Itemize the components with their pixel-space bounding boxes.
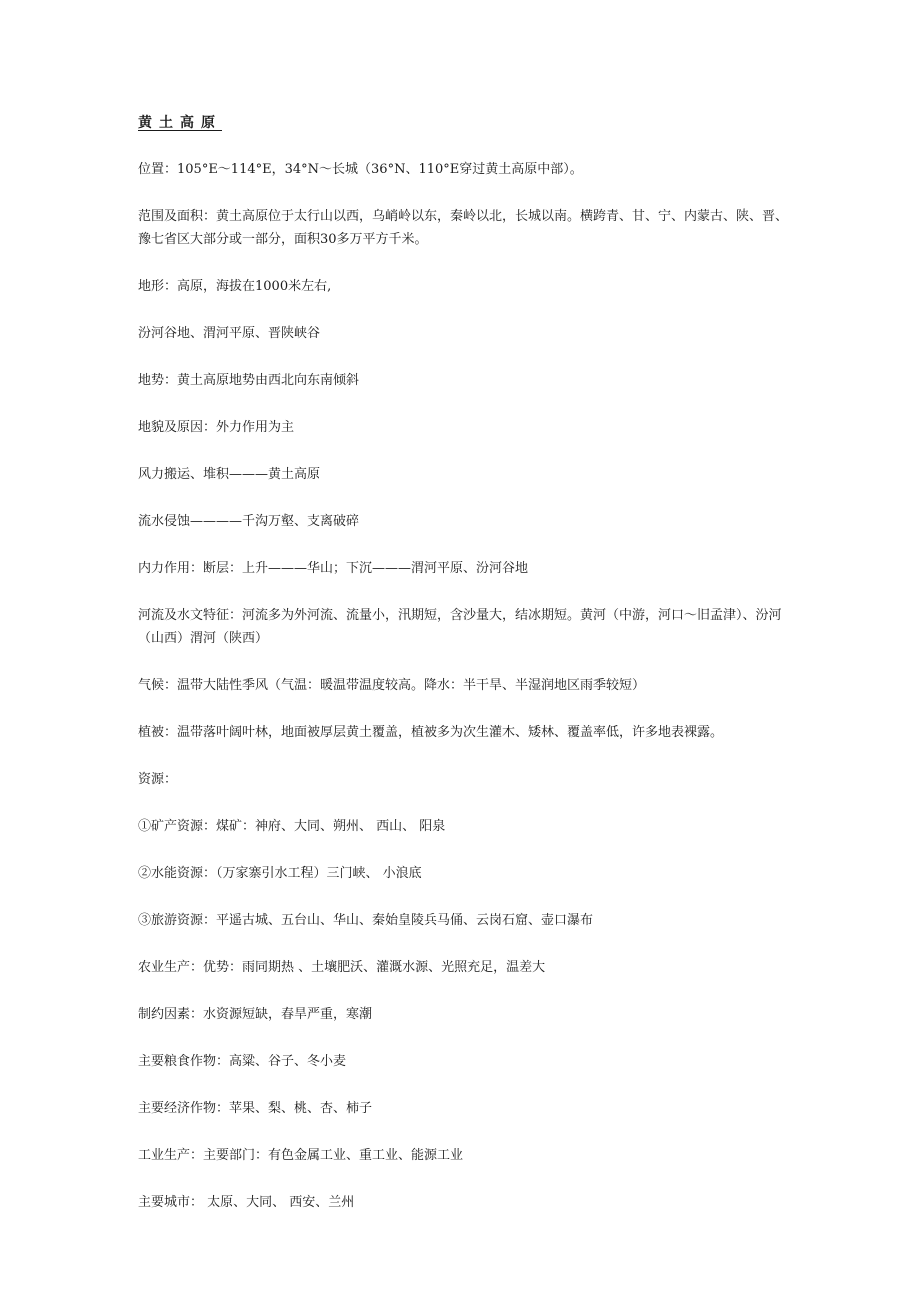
paragraph-wind: 风力搬运、堆积———黄土高原 <box>138 467 321 482</box>
paragraph-vegetation: 植被：温带落叶阔叶林，地面被厚层黄土覆盖，植被多为次生灌木、矮林、覆盖率低，许多地表裸露。 <box>138 725 724 740</box>
paragraph-constraints: 制约因素：水资源短缺，春旱严重，寒潮 <box>138 1007 373 1022</box>
paragraph-erosion: 流水侵蚀————千沟万壑、支离破碎 <box>138 514 360 529</box>
paragraph-internal-forces: 内力作用：断层：上升———华山；下沉———渭河平原、汾河谷地 <box>138 561 529 576</box>
paragraph-agriculture: 农业生产：优势：雨同期热 、土壤肥沃、灌溉水源、光照充足，温差大 <box>138 960 546 975</box>
paragraph-terrain-units: 汾河谷地、渭河平原、晋陕峡谷 <box>138 326 321 341</box>
document-title: 黄土高原 <box>138 115 222 131</box>
paragraph-location: 位置：105°E～114°E，34°N～长城（36°N、110°E穿过黄土高原中部）。 <box>138 162 583 177</box>
paragraph-climate: 气候：温带大陆性季风（气温：暖温带温度较高。降水：半干旱、半湿润地区雨季较短） <box>138 678 646 693</box>
paragraph-terrain: 地形：高原，海拔在1000米左右, <box>138 279 332 294</box>
paragraph-cities: 主要城市： 太原、大同、 西安、兰州 <box>138 1195 355 1210</box>
paragraph-minerals: ①矿产资源：煤矿：神府、大同、朔州、 西山、 阳泉 <box>138 819 446 834</box>
document-page <box>138 112 788 1214</box>
paragraph-industry: 工业生产：主要部门：有色金属工业、重工业、能源工业 <box>138 1148 464 1163</box>
paragraph-resources: 资源： <box>138 772 178 787</box>
paragraph-area: 范围及面积：黄土高原位于太行山以西，乌峭岭以东，秦岭以北，长城以南。横跨青、甘、宁、内蒙古、陕、晋、豫七省区大部分或一部分，面积30多万平方千米。 <box>138 209 789 247</box>
paragraph-rivers: 河流及水文特征：河流多为外河流、流量小，汛期短，含沙量大，结冰期短。黄河（中游，河口～旧孟津）、汾河（山西）渭河（陕西） <box>138 608 782 646</box>
paragraph-tourism: ③旅游资源：平遥古城、五台山、华山、秦始皇陵兵马俑、云岗石窟、壶口瀑布 <box>138 913 594 928</box>
paragraph-grain-crops: 主要粮食作物：高粱、谷子、冬小麦 <box>138 1054 347 1069</box>
paragraph-cash-crops: 主要经济作物：苹果、梨、桃、杏、柿子 <box>138 1101 373 1116</box>
paragraph-elevation-trend: 地势：黄土高原地势由西北向东南倾斜 <box>138 373 360 388</box>
paragraph-landform: 地貌及原因：外力作用为主 <box>138 420 295 435</box>
paragraph-hydropower: ②水能资源：（万家寨引水工程）三门峡、 小浪底 <box>138 866 422 881</box>
